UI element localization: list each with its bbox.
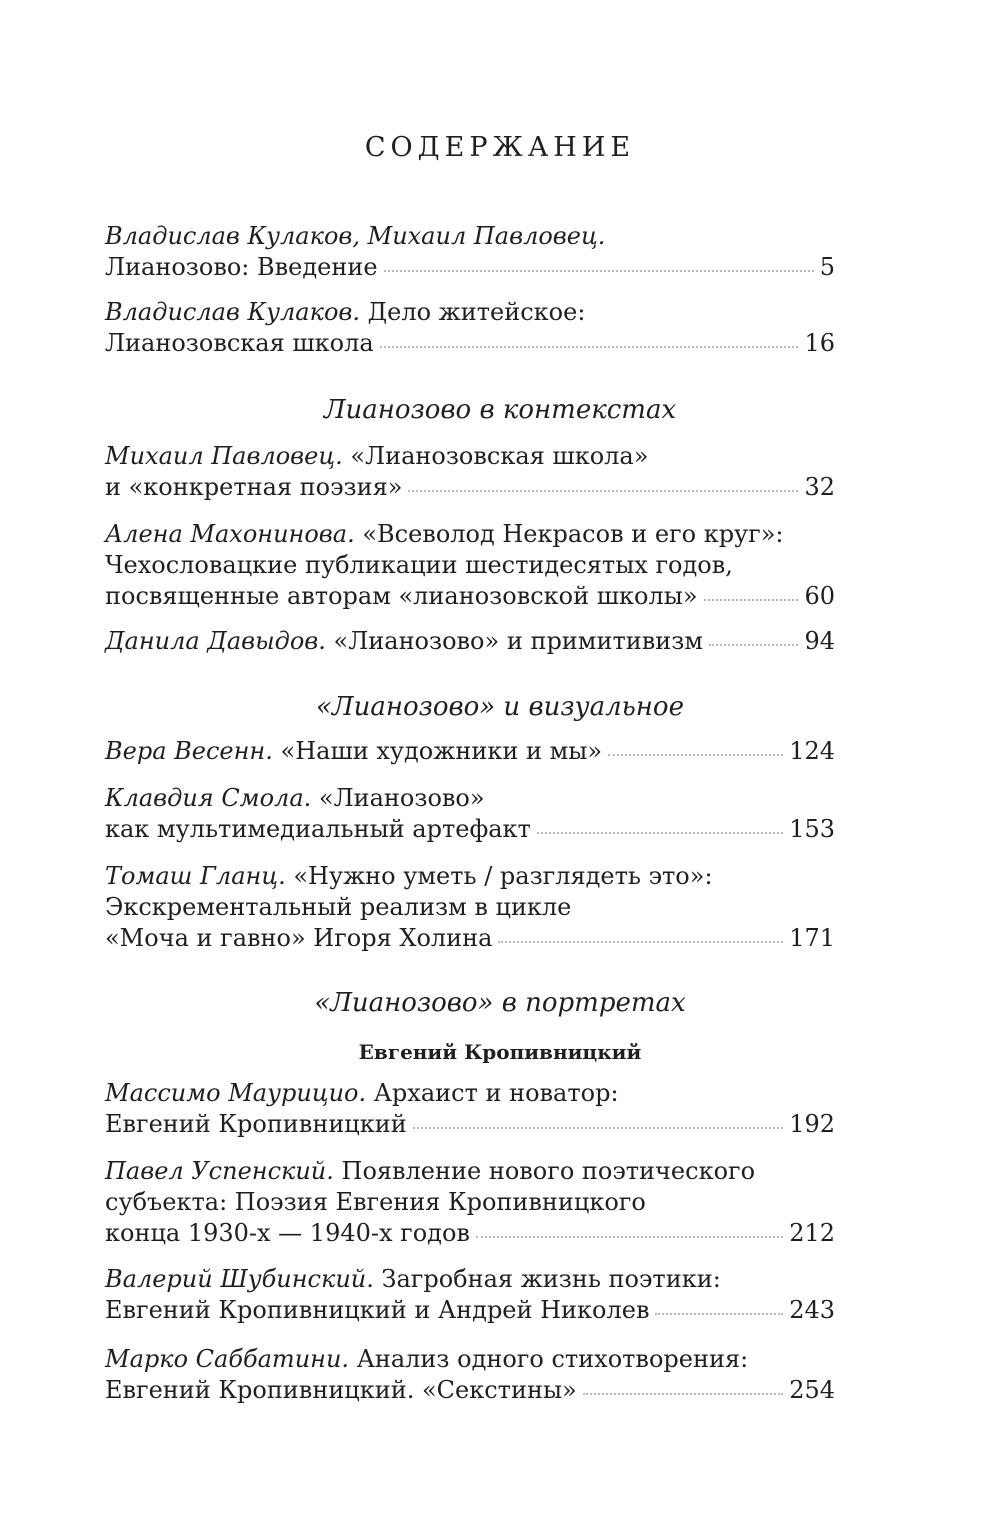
- entry-author: Томаш Гланц.: [105, 862, 286, 890]
- entry-title-end: [105, 1218, 470, 1249]
- dot-leader: [408, 489, 798, 492]
- entry-title-head: Загробная жизнь поэтики:: [381, 1265, 721, 1293]
- entry-title-tail: Лианозово: Введение: [105, 253, 378, 281]
- page-number: 94: [804, 627, 835, 655]
- entry-author: Массимо Маурицио.: [105, 1079, 367, 1107]
- entry-title-tail: «Моча и гавно» Игоря Холина: [105, 924, 493, 952]
- page-number: 124: [789, 737, 835, 765]
- entry-author: Владислав Кулаков, Михаил Павловец.: [105, 222, 606, 250]
- entry-first-line: [105, 1264, 835, 1295]
- entry-title-head: «Лианозовская школа»: [350, 442, 649, 470]
- entry-last-line: [105, 814, 835, 845]
- dot-leader: [655, 1312, 783, 1315]
- dot-leader: [704, 598, 799, 601]
- entry-last-line: [105, 626, 835, 657]
- entry-title-end: [105, 923, 492, 954]
- toc-entry: [105, 441, 835, 503]
- entry-last-line: [105, 923, 835, 954]
- entry-first-line: [105, 1078, 835, 1109]
- entry-title-tail: Евгений Кропивницкий. «Секстины»: [105, 1376, 577, 1404]
- toc-entry: [105, 519, 835, 612]
- entry-author: Клавдия Смола.: [105, 784, 312, 812]
- entry-author: Михаил Павловец.: [105, 442, 343, 470]
- entry-title-tail: «Наши художники и мы»: [280, 737, 603, 765]
- entry-title-line: Чехословацкие публикации шестидесятых годов,: [105, 551, 733, 579]
- entry-title-head: Анализ одного стихотворения:: [356, 1345, 749, 1373]
- section-heading: Лианозово в контекстах: [323, 395, 677, 425]
- entry-title-end: [105, 472, 402, 503]
- toc-entry: [105, 1344, 835, 1406]
- dot-leader: [709, 643, 798, 646]
- entry-title-end: [105, 1295, 649, 1326]
- entry-title-tail: Лианозовская школа: [105, 329, 374, 357]
- entry-title-head: Архаист и новатор:: [373, 1079, 619, 1107]
- entry-first-line: [105, 519, 835, 550]
- section-heading: «Лианозово» в портретах: [314, 988, 686, 1018]
- toc-entry: [105, 1264, 835, 1326]
- entry-first-line: [105, 1344, 835, 1375]
- entry-title-end: [105, 1375, 577, 1406]
- entry-title-tail: как мультимедиальный артефакт: [105, 815, 531, 843]
- entry-title-head: Дело житейское:: [367, 298, 586, 326]
- dot-leader: [413, 1126, 783, 1129]
- toc-entry: [105, 861, 835, 954]
- entry-first-line: [105, 783, 835, 814]
- page-title: СОДЕРЖАНИЕ: [364, 132, 636, 163]
- page-number: 243: [789, 1296, 835, 1324]
- entry-title-tail: посвященные авторам «лианозовской школы»: [105, 582, 698, 610]
- toc-entry: [105, 221, 835, 283]
- entry-last-line: [105, 1109, 835, 1140]
- entry-last-line: [105, 581, 835, 612]
- page-number: 32: [804, 473, 835, 501]
- entry-author: Вера Весенн.: [105, 737, 273, 765]
- entry-title-tail: и «конкретная поэзия»: [105, 473, 403, 501]
- entry-last-line: [105, 1218, 835, 1249]
- entry-title-end: [105, 1109, 407, 1140]
- toc-entry: [105, 736, 835, 767]
- entry-author: Данила Давыдов.: [105, 627, 326, 655]
- page-number: 192: [789, 1110, 835, 1138]
- dot-leader: [476, 1235, 783, 1238]
- entry-author: Павел Успенский.: [105, 1157, 334, 1185]
- toc-entry: [105, 783, 835, 845]
- entry-title-tail: «Лианозово» и примитивизм: [333, 627, 704, 655]
- section-heading: «Лианозово» и визуальное: [316, 692, 684, 722]
- entry-last-line: [105, 252, 835, 283]
- entry-title-end: [105, 252, 378, 283]
- entry-title-head: Появление нового поэтического: [341, 1157, 756, 1185]
- entry-title-end: [105, 626, 703, 657]
- entry-title-line: Экскрементальный реализм в цикле: [105, 893, 572, 921]
- toc-entry: [105, 1156, 835, 1249]
- page-number: 171: [789, 924, 835, 952]
- dot-leader: [537, 831, 783, 834]
- dot-leader: [583, 1392, 783, 1395]
- entry-title-end: [105, 736, 602, 767]
- page-number: 60: [804, 582, 835, 610]
- subsection-heading: Евгений Кропивницкий: [358, 1040, 642, 1064]
- page-number: 212: [789, 1219, 835, 1247]
- entry-author: Валерий Шубинский.: [105, 1265, 374, 1293]
- entry-first-line: [105, 861, 835, 892]
- toc-entry: [105, 297, 835, 359]
- entry-title-tail: Евгений Кропивницкий и Андрей Николев: [105, 1296, 650, 1324]
- dot-leader: [380, 345, 799, 348]
- entry-last-line: [105, 1295, 835, 1326]
- page-number: 5: [819, 253, 835, 281]
- entry-author: Марко Саббатини.: [105, 1345, 350, 1373]
- entry-title-tail: Евгений Кропивницкий: [105, 1110, 407, 1138]
- entry-title-line: субъекта: Поэзия Евгения Кропивницкого: [105, 1188, 646, 1216]
- entry-last-line: [105, 328, 835, 359]
- entry-title-head: «Нужно уметь / разглядеть это»:: [293, 862, 713, 890]
- page-number: 153: [789, 815, 835, 843]
- entry-last-line: [105, 736, 835, 767]
- toc-entry: [105, 1078, 835, 1140]
- entry-title-head: «Лианозово»: [318, 784, 485, 812]
- entry-last-line: [105, 1375, 835, 1406]
- entry-author: Владислав Кулаков.: [105, 298, 360, 326]
- page-number: 16: [804, 329, 835, 357]
- entry-title-tail: конца 1930-х — 1940-х годов: [105, 1219, 470, 1247]
- entry-title-end: [105, 581, 698, 612]
- entry-first-line: [105, 221, 835, 252]
- entry-author: Алена Махонинова.: [105, 520, 355, 548]
- entry-first-line: [105, 297, 835, 328]
- entry-title-end: [105, 814, 531, 845]
- dot-leader: [608, 753, 783, 756]
- entry-first-line: [105, 1156, 835, 1187]
- entry-title-head: «Всеволод Некрасов и его круг»:: [362, 520, 784, 548]
- dot-leader: [384, 269, 814, 272]
- page-number: 254: [789, 1376, 835, 1404]
- entry-last-line: [105, 472, 835, 503]
- entry-first-line: [105, 441, 835, 472]
- dot-leader: [498, 940, 783, 943]
- entry-title-end: [105, 328, 374, 359]
- toc-entry: [105, 626, 835, 657]
